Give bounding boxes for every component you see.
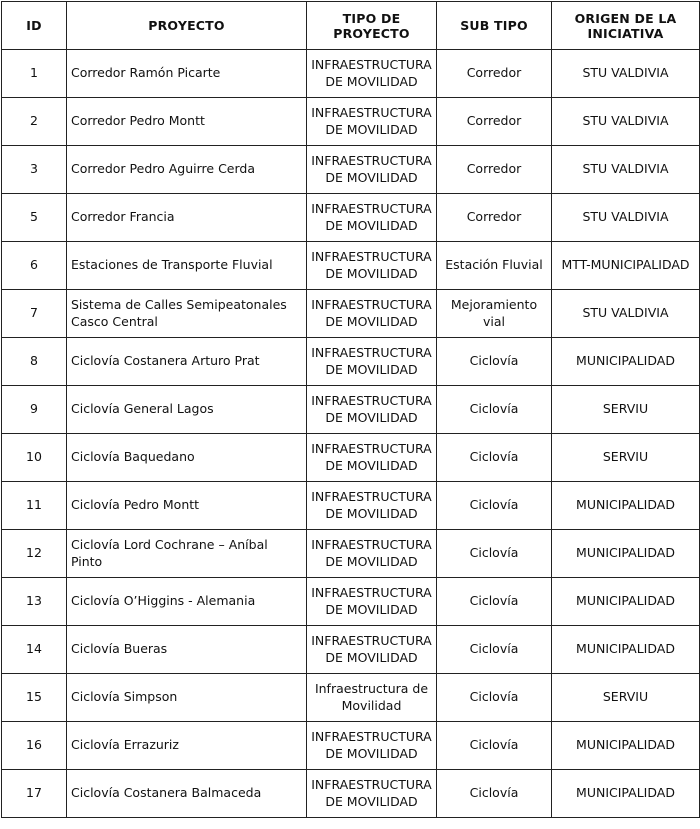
cell-tipo: Infraestructura de Movilidad (307, 674, 437, 722)
cell-subtipo: Ciclovía (437, 338, 552, 386)
cell-proyecto: Ciclovía Costanera Arturo Prat (67, 338, 307, 386)
table-row (2, 194, 700, 242)
cell-subtipo: Ciclovía (437, 530, 552, 578)
cell-tipo: INFRAESTRUCTURA DE MOVILIDAD (307, 242, 437, 290)
cell-id: 1 (2, 50, 67, 98)
cell-origen: SERVIU (552, 674, 700, 722)
cell-origen: MUNICIPALIDAD (552, 722, 700, 770)
cell-subtipo: Ciclovía (437, 626, 552, 674)
cell-proyecto: Corredor Pedro Aguirre Cerda (67, 146, 307, 194)
cell-proyecto: Ciclovía General Lagos (67, 386, 307, 434)
table-header (2, 2, 700, 50)
cell-id: 6 (2, 242, 67, 290)
cell-tipo: INFRAESTRUCTURA DE MOVILIDAD (307, 386, 437, 434)
cell-tipo: INFRAESTRUCTURA DE MOVILIDAD (307, 146, 437, 194)
cell-origen: MUNICIPALIDAD (552, 530, 700, 578)
cell-subtipo: Ciclovía (437, 578, 552, 626)
table-row (2, 434, 700, 482)
cell-id: 16 (2, 722, 67, 770)
cell-origen: MUNICIPALIDAD (552, 770, 700, 818)
table-row (2, 146, 700, 194)
table-body (2, 50, 700, 818)
cell-proyecto: Ciclovía Costanera Balmaceda (67, 770, 307, 818)
cell-tipo: INFRAESTRUCTURA DE MOVILIDAD (307, 194, 437, 242)
cell-proyecto: Corredor Pedro Montt (67, 98, 307, 146)
cell-proyecto: Estaciones de Transporte Fluvial (67, 242, 307, 290)
cell-proyecto: Corredor Francia (67, 194, 307, 242)
cell-tipo: INFRAESTRUCTURA DE MOVILIDAD (307, 530, 437, 578)
cell-id: 9 (2, 386, 67, 434)
cell-origen: SERVIU (552, 434, 700, 482)
cell-proyecto: Ciclovía Pedro Montt (67, 482, 307, 530)
cell-origen: MUNICIPALIDAD (552, 482, 700, 530)
table-row (2, 290, 700, 338)
cell-origen: STU VALDIVIA (552, 98, 700, 146)
cell-tipo: INFRAESTRUCTURA DE MOVILIDAD (307, 50, 437, 98)
header-origen-iniciativa: ORIGEN DE LA INICIATIVA (552, 2, 700, 50)
cell-proyecto: Sistema de Calles Semipeatonales Casco Central (67, 290, 307, 338)
cell-tipo: INFRAESTRUCTURA DE MOVILIDAD (307, 482, 437, 530)
cell-subtipo: Ciclovía (437, 482, 552, 530)
cell-origen: MUNICIPALIDAD (552, 626, 700, 674)
cell-id: 8 (2, 338, 67, 386)
cell-tipo: INFRAESTRUCTURA DE MOVILIDAD (307, 770, 437, 818)
projects-table (1, 1, 700, 818)
cell-origen: MUNICIPALIDAD (552, 578, 700, 626)
cell-id: 5 (2, 194, 67, 242)
table-row (2, 626, 700, 674)
cell-origen: MTT-MUNICIPALIDAD (552, 242, 700, 290)
cell-proyecto: Ciclovía O’Higgins - Alemania (67, 578, 307, 626)
cell-origen: STU VALDIVIA (552, 194, 700, 242)
cell-subtipo: Ciclovía (437, 674, 552, 722)
cell-proyecto: Ciclovía Bueras (67, 626, 307, 674)
cell-subtipo: Ciclovía (437, 434, 552, 482)
cell-tipo: INFRAESTRUCTURA DE MOVILIDAD (307, 578, 437, 626)
cell-subtipo: Estación Fluvial (437, 242, 552, 290)
cell-id: 15 (2, 674, 67, 722)
cell-id: 12 (2, 530, 67, 578)
cell-id: 2 (2, 98, 67, 146)
header-sub-tipo: SUB TIPO (437, 2, 552, 50)
cell-proyecto: Ciclovía Baquedano (67, 434, 307, 482)
cell-subtipo: Ciclovía (437, 386, 552, 434)
cell-subtipo: Mejoramiento vial (437, 290, 552, 338)
cell-id: 17 (2, 770, 67, 818)
cell-proyecto: Ciclovía Simpson (67, 674, 307, 722)
cell-proyecto: Ciclovía Errazuriz (67, 722, 307, 770)
cell-subtipo: Corredor (437, 98, 552, 146)
table-row (2, 50, 700, 98)
cell-subtipo: Corredor (437, 50, 552, 98)
cell-tipo: INFRAESTRUCTURA DE MOVILIDAD (307, 626, 437, 674)
cell-proyecto: Ciclovía Lord Cochrane – Aníbal Pinto (67, 530, 307, 578)
header-id: ID (2, 2, 67, 50)
cell-origen: STU VALDIVIA (552, 290, 700, 338)
cell-origen: SERVIU (552, 386, 700, 434)
table-row (2, 338, 700, 386)
table-row (2, 530, 700, 578)
cell-origen: STU VALDIVIA (552, 50, 700, 98)
cell-id: 3 (2, 146, 67, 194)
table-row (2, 578, 700, 626)
cell-subtipo: Corredor (437, 194, 552, 242)
cell-origen: MUNICIPALIDAD (552, 338, 700, 386)
header-tipo-de-proyecto: TIPO DE PROYECTO (307, 2, 437, 50)
header-row (2, 2, 700, 50)
table-row (2, 242, 700, 290)
table-row (2, 386, 700, 434)
cell-tipo: INFRAESTRUCTURA DE MOVILIDAD (307, 722, 437, 770)
table-row (2, 722, 700, 770)
table-row (2, 770, 700, 818)
table-row (2, 482, 700, 530)
cell-tipo: INFRAESTRUCTURA DE MOVILIDAD (307, 290, 437, 338)
cell-id: 7 (2, 290, 67, 338)
cell-tipo: INFRAESTRUCTURA DE MOVILIDAD (307, 338, 437, 386)
cell-id: 11 (2, 482, 67, 530)
cell-origen: STU VALDIVIA (552, 146, 700, 194)
table-row (2, 674, 700, 722)
cell-subtipo: Corredor (437, 146, 552, 194)
cell-tipo: INFRAESTRUCTURA DE MOVILIDAD (307, 98, 437, 146)
cell-id: 14 (2, 626, 67, 674)
cell-id: 13 (2, 578, 67, 626)
cell-id: 10 (2, 434, 67, 482)
cell-tipo: INFRAESTRUCTURA DE MOVILIDAD (307, 434, 437, 482)
cell-subtipo: Ciclovía (437, 770, 552, 818)
header-proyecto: PROYECTO (67, 2, 307, 50)
table-row (2, 98, 700, 146)
cell-proyecto: Corredor Ramón Picarte (67, 50, 307, 98)
cell-subtipo: Ciclovía (437, 722, 552, 770)
